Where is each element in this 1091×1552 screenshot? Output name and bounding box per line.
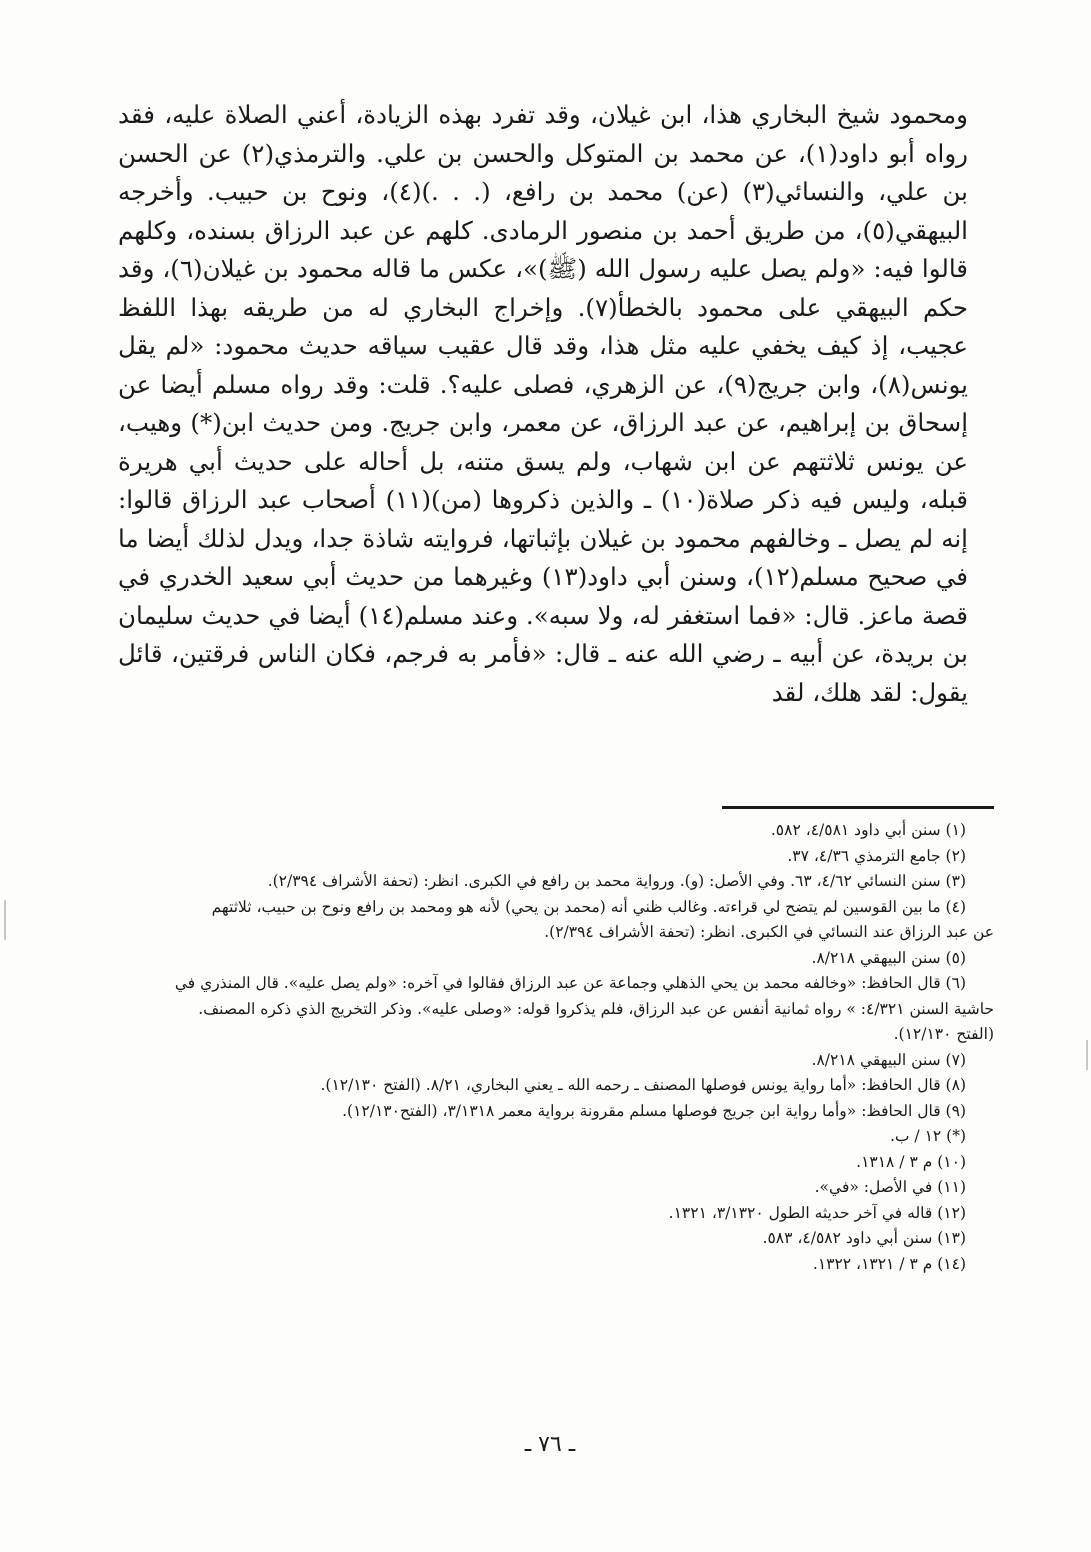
footnote-8: (٨) قال الحافظ: «أما رواية يونس فوصلها المصنف ـ رحمه الله ـ يعني البخاري، ٨/٢١. (الفتح ١٢/١٣٠).: [320, 1076, 966, 1094]
main-body-text: [118, 96, 968, 712]
footnote-2: (٢) جامع الترمذي ٤/٣٦، ٣٧.: [787, 846, 966, 865]
footnote-14: (١٤) م ٣ / ١٣٢١، ١٣٢٢.: [812, 1254, 966, 1273]
footnote-1: (١) سنن أبي داود ٤/٥٨١، ٥٨٢.: [770, 821, 966, 839]
page-number: ـ ٧٦ ـ: [524, 1432, 576, 1457]
footnote-6-continuation-end: (الفتح ١٢/١٣٠).: [893, 1025, 994, 1043]
footnote-9: (٩) قال الحافظ: «وأما رواية ابن جريج فوصلها مسلم مقرونة برواية معمر ٣/١٣١٨، (الفتح١٢/١٣٠).: [342, 1101, 966, 1120]
footnote-7: (٧) سنن البيهقي ٨/٢١٨.: [811, 1050, 966, 1069]
footnote-6: (٦) قال الحافظ: «وخالفه محمد بن يحي الذهلي وجماعة عن عبد الرزاق فقالوا في آخره: «ولم يصل عليه». قال المنذري في: [174, 974, 966, 992]
footnote-13: (١٣) سنن أبي داود ٤/٥٨٢، ٥٨٣.: [762, 1229, 966, 1247]
footnote-separator-line: [722, 806, 994, 809]
footnote-4: (٤) ما بين القوسين لم يتضح لي قراءته. وغالب ظني أنه (محمد بن يحي) لأنه هو ومحمد بن رافع ونوح بن حبيب، ثلاثتهم: [211, 897, 966, 916]
footnote-5: (٥) سنن البيهقي ٨/٢١٨.: [811, 948, 966, 967]
footnote-4-continuation: عن عبد الرزاق عند النسائي في الكبرى. انظر: (تحفة الأشراف ٢/٣٩٤).: [544, 923, 994, 941]
scan-edge-mark: [1086, 1040, 1088, 1070]
footnote-11: (١١) في الأصل: «في».: [814, 1178, 966, 1196]
footnote-12: (١٢) قاله في آخر حديثه الطول ٣/١٣٢٠، ١٣٢١.: [668, 1203, 966, 1222]
body-paragraph: ومحمود شيخ البخاري هذا، ابن غيلان، وقد تفرد بهذه الزيادة، أعني الصلاة عليه، فقد رواه أبو داود(١)، عن محمد بن المتوكل والحسن بن علي. والترمذي(٢) عن الحسن بن علي، والنسائي(٣) (عن) محمد بن رافع، (. . .)(٤)، ونوح بن حبيب. وأخرجه البيهقي(٥)، من طريق أحمد بن منصور الرمادى. كلهم عن عبد الرزاق بسنده، وكلهم قالوا فيه: «ولم يصل عليه رسول الله (ﷺ)»، عكس ما قاله محمود بن غيلان(٦)، وقد حكم البيهقي على محمود بالخطأ(٧). وإخراج البخاري له من طريقه بهذا اللفظ عجيب، إذ كيف يخفي عليه مثل هذا، وقد قال عقيب سياقه حديث محمود: «لم يقل يونس(٨)، وابن جريج(٩)، عن الزهري، فصلى عليه؟. قلت: وقد رواه مسلم أيضا عن إسحاق بن إبراهيم، عن عبد الرزاق، عن معمر، وابن جريج. ومن حديث ابن(*) وهيب، عن يونس ثلاثتهم عن ابن شهاب، ولم يسق متنه، بل أحاله على حديث أبي هريرة قبله، وليس فيه ذكر صلاة(١٠) ـ والذين ذكروها (من)(١١) أصحاب عبد الرزاق قالوا: إنه لم يصل ـ وخالفهم محمود بن غيلان بإثباتها، فروايته شاذة جدا، ويدل لذلك أيضا ما في صحيح مسلم(١٢)، وسنن أبي داود(١٣) وغيرهما من حديث أبي سعيد الخدري في قصة ماعز. قال: «فما استغفر له، ولا سبه». وعند مسلم(١٤) أيضا في حديث سليمان بن بريدة، عن أبيه ـ رضي الله عنه ـ قال: «فأمر به فرجم، فكان الناس فرقتين، قائل يقول: لقد هلك، لقد: [118, 100, 968, 707]
footnote-3: (٣) سنن النسائي ٤/٦٢، ٦٣. وفي الأصل: (و). ورواية محمد بن رافع في الكبرى. انظر: (تحفة الأشراف ٢/٣٩٤).: [267, 872, 966, 890]
footnote-6-continuation: حاشية السنن ٤/٣٢١: » رواه ثمانية أنفس عن عبد الرزاق، فلم يذكروا قوله: «وصلى عليه». وذكر التخريج الذي ذكره المصنف.: [198, 999, 994, 1018]
scan-edge-mark: [4, 900, 6, 940]
footnote-star: (*) ١٢ / ب.: [889, 1127, 966, 1145]
footnote-10: (١٠) م ٣ / ١٣١٨.: [856, 1152, 966, 1171]
footnotes-section: [118, 818, 994, 1277]
